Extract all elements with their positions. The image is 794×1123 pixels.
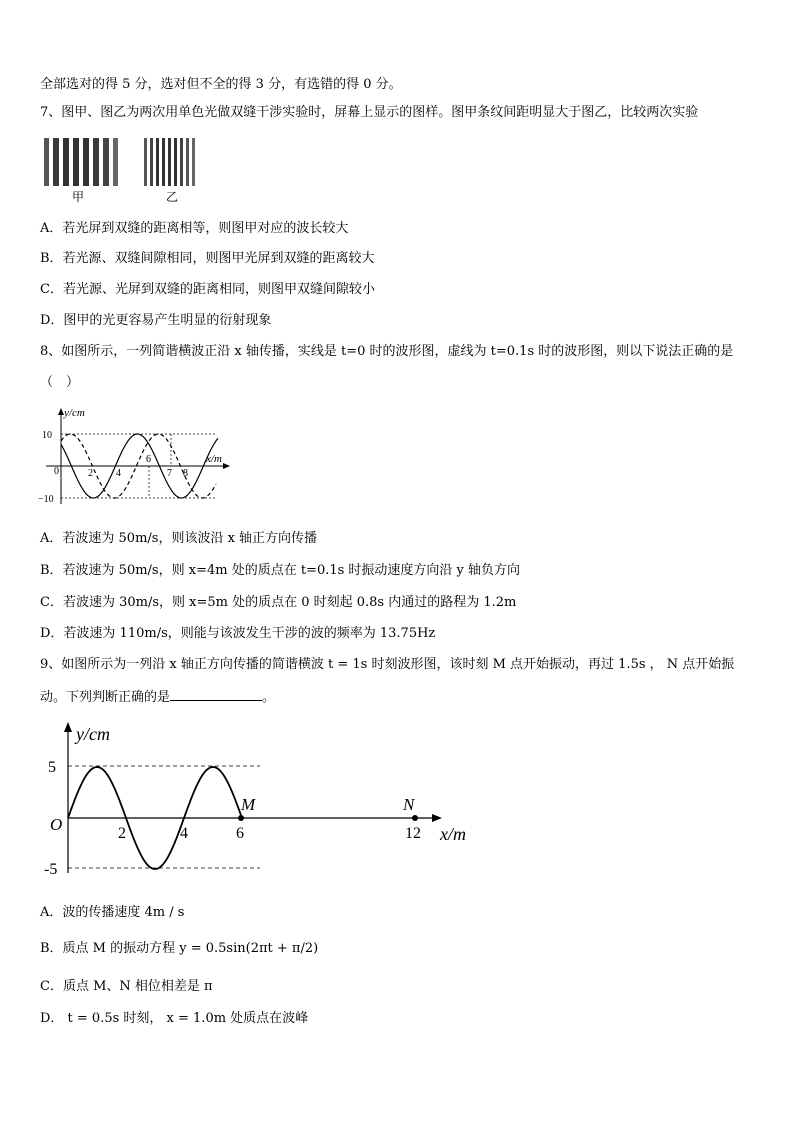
q8-option-a: A．若波速为 50m/s，则该波沿 x 轴正方向传播 (40, 531, 318, 546)
q8-tick-4: 4 (116, 468, 121, 479)
scoring-rule: 全部选对的得 5 分，选对但不全的得 3 分，有选错的得 0 分。 (40, 77, 402, 92)
q8-option-b: B．若波速为 50m/s，则 x=4m 处的质点在 t=0.1s 时振动速度方向沿 y 轴负方向 (40, 563, 521, 578)
q9-tick-12: 12 (405, 825, 421, 842)
fringe-pattern-yi (142, 138, 200, 186)
q8-tick-2: 2 (88, 468, 93, 479)
x-axis-arrow (223, 463, 230, 469)
q9-option-c: C．质点 M、N 相位相差是 π (40, 979, 213, 994)
q9-tick-4: 4 (180, 825, 188, 842)
q9-label-n: N (403, 795, 415, 814)
q8-xlabel: x/m (206, 453, 222, 465)
caption-jia: 甲 (72, 190, 85, 204)
q8-tick-8: 8 (183, 468, 188, 479)
q8-stem: 8、如图所示，一列简谐横波正沿 x 轴传播，实线是 t=0 时的波形图，虚线为 t=0.1s 时的波形图，则以下说法正确的是 (40, 344, 734, 359)
q9-xlabel: x/m (440, 824, 466, 844)
q9-origin: O (50, 815, 63, 834)
answer-blank[interactable] (170, 688, 262, 701)
q8-tick-7: 7 (167, 468, 172, 479)
q8-ymax: 10 (42, 430, 52, 441)
q9-option-d: D． t = 0.5s 时刻， x = 1.0m 处质点在波峰 (40, 1011, 309, 1026)
q9-tick-2: 2 (118, 825, 126, 842)
fringe-pattern-jia (42, 138, 120, 186)
q9-option-b: B．质点 M 的振动方程 y = 0.5sin(2πt + π/2) (40, 941, 319, 956)
q9-option-a: A．波的传播速度 4m / s (40, 905, 185, 920)
q8-wave-graph (36, 404, 236, 514)
q9-wave-graph (40, 718, 490, 893)
caption-yi: 乙 (166, 190, 179, 204)
q8-option-c: C．若波速为 30m/s，则 x=5m 处的质点在 0 时刻起 0.8s 内通过的路程为 1.2m (40, 595, 517, 610)
y-axis-arrow (64, 722, 72, 732)
q9-tick-6: 6 (236, 825, 244, 842)
q8-ymin: −10 (38, 494, 54, 505)
q9-ymin: -5 (44, 861, 58, 878)
q7-stem: 7、图甲、图乙为两次用单色光做双缝干涉实验时，屏幕上显示的图样。图甲条纹间距明显大于图乙，比较两次实验 (40, 105, 699, 120)
q7-option-c: C．若光源、光屏到双缝的距离相同，则图甲双缝间隙较小 (40, 282, 375, 297)
q9-stem-end: 。 (262, 690, 276, 705)
q7-option-d: D．图甲的光更容易产生明显的衍射现象 (40, 313, 272, 328)
point-n (412, 815, 418, 821)
q9-stem-line1: 9、如图所示为一列沿 x 轴正方向传播的简谐横波 t = 1s 时刻波形图，该时刻 M 点开始振动，再过 1.5s ， N 点开始振 (40, 657, 735, 672)
q9-stem-line2 (40, 688, 275, 707)
q9-stem-text: 动。下列判断正确的是 (40, 690, 171, 705)
q8-tick-6: 6 (146, 454, 151, 465)
q9-ylabel: y/cm (76, 724, 110, 744)
q8-bracket: （ ） (40, 375, 80, 390)
q8-option-d: D．若波速为 110m/s，则能与该波发生干涉的波的频率为 13.75Hz (40, 626, 436, 641)
x-axis-arrow (432, 814, 442, 822)
q7-option-a: A．若光屏到双缝的距离相等，则图甲对应的波长较大 (40, 221, 349, 236)
q8-origin: 0 (54, 466, 59, 477)
q9-ymax: 5 (48, 759, 56, 776)
q7-option-b: B．若光源、双缝间隙相同，则图甲光屏到双缝的距离较大 (40, 251, 375, 266)
q9-label-m: M (241, 795, 256, 814)
point-m (238, 815, 244, 821)
q7-fringe-patterns (38, 134, 208, 204)
q8-ylabel: y/cm (64, 407, 85, 419)
